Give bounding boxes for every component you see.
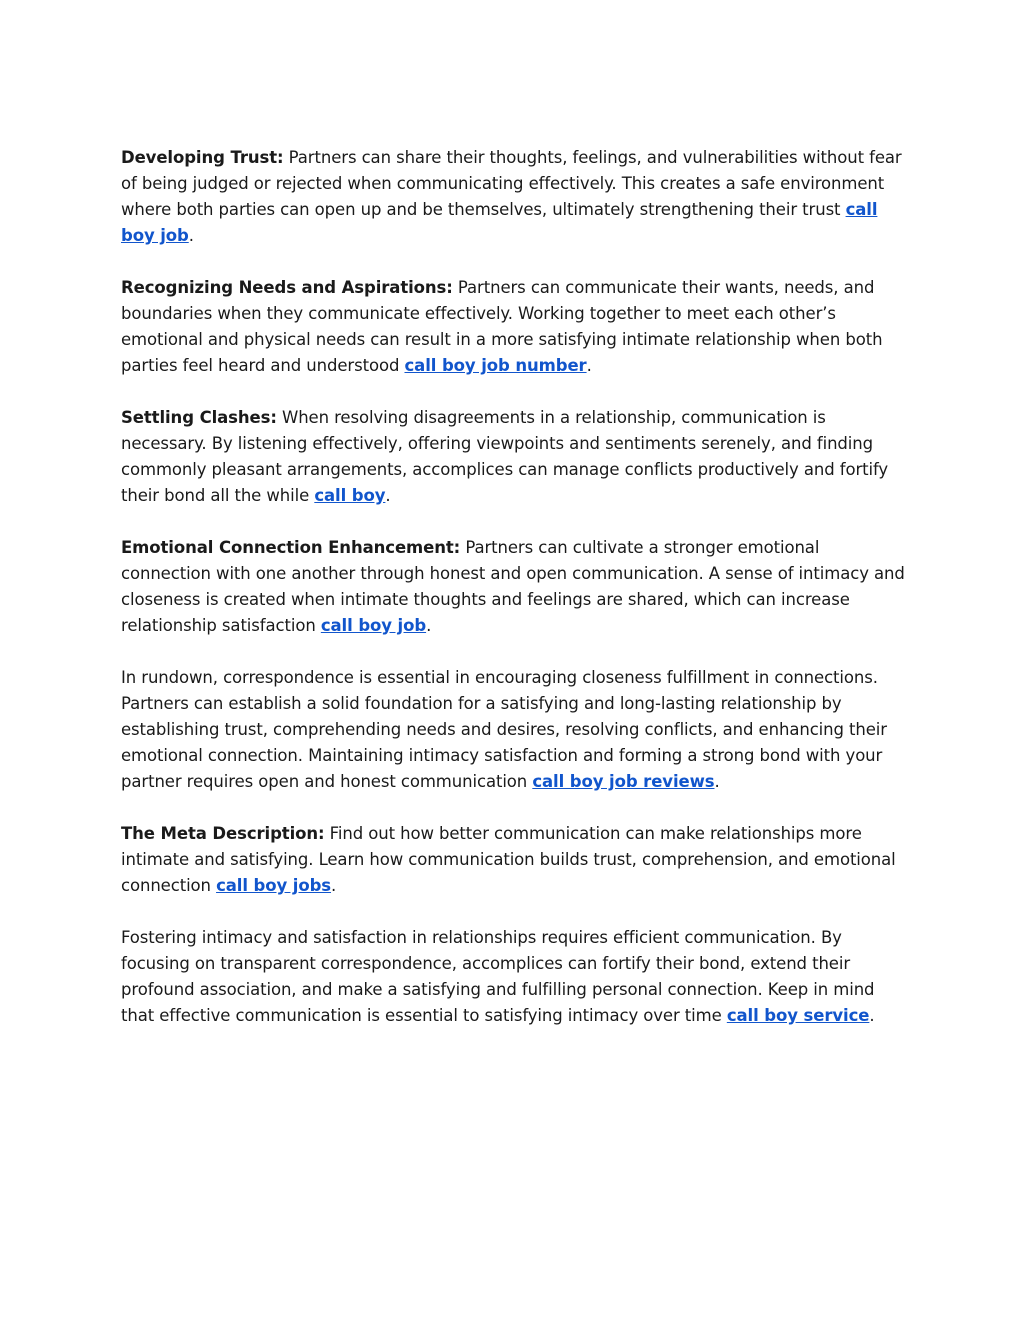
paragraph-tail: . xyxy=(188,226,194,245)
paragraph-fostering-intimacy xyxy=(121,925,911,1029)
paragraph-text: Partners can share their thoughts, feelings, and vulnerabilities without fear of being judged or rejected when communicating effectively. This creates a safe environment where both parties can open up and be themselves, ultimately strengthening their trust xyxy=(121,148,902,219)
call-boy-job-reviews-link[interactable]: call boy job reviews xyxy=(532,772,715,791)
paragraph-tail: . xyxy=(869,1006,875,1025)
paragraph-heading: Recognizing Needs and Aspirations: xyxy=(121,278,453,297)
paragraph-text: In rundown, correspondence is essential in encouraging closeness fulfillment in connections. Partners can establish a solid foundation for a satisfying and long-lasting relationship by establishing trust, comprehending needs and desires, resolving conflicts, and enhancing their emotional connection. Maintaining intimacy satisfaction and forming a strong bond with your partner requires open and honest communication xyxy=(121,668,887,791)
paragraph-rundown xyxy=(121,665,911,795)
call-boy-job-number-link[interactable]: call boy job number xyxy=(404,356,587,375)
call-boy-service-link[interactable]: call boy service xyxy=(726,1006,870,1025)
paragraph-heading: Developing Trust: xyxy=(121,148,284,167)
paragraph-recognizing-needs xyxy=(121,275,911,379)
call-boy-job-link[interactable]: call boy job xyxy=(121,200,878,245)
call-boy-link[interactable]: call boy xyxy=(314,486,386,505)
paragraph-tail: . xyxy=(385,486,391,505)
call-boy-jobs-link[interactable]: call boy jobs xyxy=(216,876,332,895)
paragraph-tail: . xyxy=(586,356,592,375)
paragraph-heading: The Meta Description: xyxy=(121,824,325,843)
call-boy-job-link[interactable]: call boy job xyxy=(320,616,427,635)
paragraph-text: Find out how better communication can make relationships more intimate and satisfying. Learn how communication builds trust, comprehension, and emotional connection xyxy=(121,824,896,895)
paragraph-text: Partners can cultivate a stronger emotional connection with one another through honest and open communication. A sense of intimacy and closeness is created when intimate thoughts and feelings are shared, which can increase relationship satisfaction xyxy=(121,538,905,635)
paragraph-tail: . xyxy=(331,876,337,895)
document-body xyxy=(121,145,911,1055)
paragraph-tail: . xyxy=(426,616,432,635)
paragraph-developing-trust xyxy=(121,145,911,249)
paragraph-text: When resolving disagreements in a relationship, communication is necessary. By listening effectively, offering viewpoints and sentiments serenely, and finding commonly pleasant arrangements, accomplices can manage conflicts productively and fortify their bond all the while xyxy=(121,408,889,505)
paragraph-emotional-connection xyxy=(121,535,911,639)
paragraph-tail: . xyxy=(714,772,720,791)
paragraph-text: Fostering intimacy and satisfaction in relationships requires efficient communication. By focusing on transparent correspondence, accomplices can fortify their bond, extend their profound association, and make a satisfying and fulfilling personal connection. Keep in mind that effective communication is essential to satisfying intimacy over time xyxy=(121,928,875,1025)
paragraph-heading: Emotional Connection Enhancement: xyxy=(121,538,461,557)
paragraph-meta-description xyxy=(121,821,911,899)
paragraph-heading: Settling Clashes: xyxy=(121,408,277,427)
paragraph-text: Partners can communicate their wants, needs, and boundaries when they communicate effectively. Working together to meet each other’s emotional and physical needs can result in a more satisfying intimate relationship when both parties feel heard and understood xyxy=(121,278,883,375)
paragraph-settling-clashes xyxy=(121,405,911,509)
